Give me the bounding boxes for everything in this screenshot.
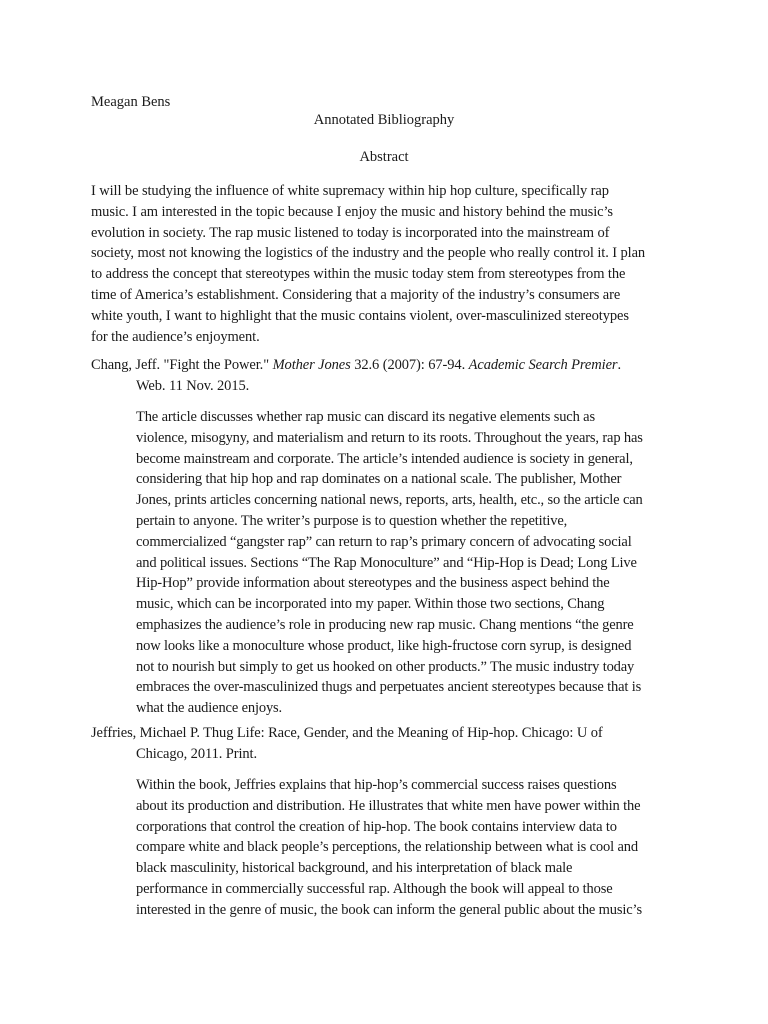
annotation-line: about its production and distribution. He illustrates that white men have power within the (136, 797, 641, 814)
citation-line: Chicago, 2011. Print. (136, 745, 258, 762)
annotation-line: interested in the genre of music, the book can inform the general public about the music’s (136, 901, 642, 918)
annotation-line: black masculinity, historical background, and his interpretation of black male (136, 860, 573, 877)
annotation-line: violence, misogyny, and materialism and return to its roots. Throughout the years, rap has (136, 429, 643, 446)
abstract-paragraph (91, 181, 691, 347)
annotation-line: compare white and black people’s perceptions, the relationship between what is cool and (136, 839, 638, 856)
abstract-line: time of America’s establishment. Considering that a majority of the industry’s consumers are (91, 286, 621, 303)
annotation-chang (136, 407, 688, 719)
page-title: Annotated Bibliography (313, 112, 455, 128)
annotation-line: Within the book, Jeffries explains that hip-hop’s commercial success raises questions (136, 777, 617, 793)
annotation-line: corporations that control the creation of hip-hop. The book contains interview data to (136, 818, 617, 835)
annotation-line: now looks like a monoculture whose product, like high-fructose corn syrup, is designed (136, 637, 632, 654)
annotation-line: commercialized “gangster rap” can return to rap’s primary concern of advocating social (136, 533, 632, 550)
annotation-line: performance in commercially successful rap. Although the book will appeal to those (136, 880, 613, 897)
author-name: Meagan Bens (91, 94, 171, 110)
abstract-line: music. I am interested in the topic because I enjoy the music and history behind the music’s (91, 203, 613, 220)
annotation-line: The article discusses whether rap music can discard its negative elements such as (136, 409, 595, 425)
annotation-line: embraces the over-masculinized thugs and perpetuates ancient stereotypes because that is (136, 679, 642, 696)
abstract-line: evolution in society. The rap music listened to today is incorporated into the mainstream of (91, 224, 610, 241)
citation-jeffries (91, 723, 691, 764)
abstract-line: I will be studying the influence of white supremacy within hip hop culture, specifically rap (91, 183, 609, 199)
citation-line (91, 355, 691, 376)
annotation-line: pertain to anyone. The writer’s purpose is to question whether the repetitive, (136, 512, 568, 529)
abstract-heading: Abstract (359, 149, 409, 165)
annotation-line: what the audience enjoys. (136, 700, 283, 717)
citation-period: . (617, 357, 621, 373)
citation-chang (91, 355, 691, 396)
annotation-line: Hip-Hop” provide information about stereotypes and the business aspect behind the (136, 575, 610, 592)
citation-author: Chang, Jeff. (91, 357, 164, 373)
annotation-line: music, which can be incorporated into my paper. Within those two sections, Chang (136, 596, 605, 613)
abstract-line: to address the concept that stereotypes within the music today stem from stereotypes from the (91, 266, 626, 283)
citation-line: Web. 11 Nov. 2015. (136, 377, 250, 394)
annotation-jeffries (136, 775, 688, 921)
annotation-line: Jones, prints articles concerning national news, reports, arts, health, etc., so the article can (136, 492, 643, 509)
abstract-line: society, most not knowing the logistics of the industry and the people who really control it. I plan (91, 245, 646, 262)
annotation-line: and political issues. Sections “The Rap Monoculture” and “Hip-Hop is Dead; Long Live (136, 554, 637, 571)
annotation-line: not to nourish but simply to get us hooked on other products.” The music industry today (136, 658, 635, 675)
citation-line: Jeffries, Michael P. Thug Life: Race, Gender, and the Meaning of Hip-hop. Chicago: U of (91, 725, 603, 741)
citation-journal: Mother Jones (272, 357, 351, 373)
citation-article-title: "Fight the Power." (163, 357, 273, 373)
annotation-line: become mainstream and corporate. The article’s intended audience is society in general, (136, 450, 633, 467)
annotation-line: considering that hip hop and rap dominates on a national scale. The publisher, Mother (136, 471, 622, 488)
abstract-line: white youth, I want to highlight that the music contains violent, over-masculinized stereotypes (91, 307, 629, 324)
citation-details: 32.6 (2007): 67-94. (350, 357, 469, 373)
citation-database: Academic Search Premier (468, 357, 618, 373)
annotation-line: emphasizes the audience’s role in producing new rap music. Chang mentions “the genre (136, 616, 634, 633)
abstract-line: for the audience’s enjoyment. (91, 328, 260, 345)
